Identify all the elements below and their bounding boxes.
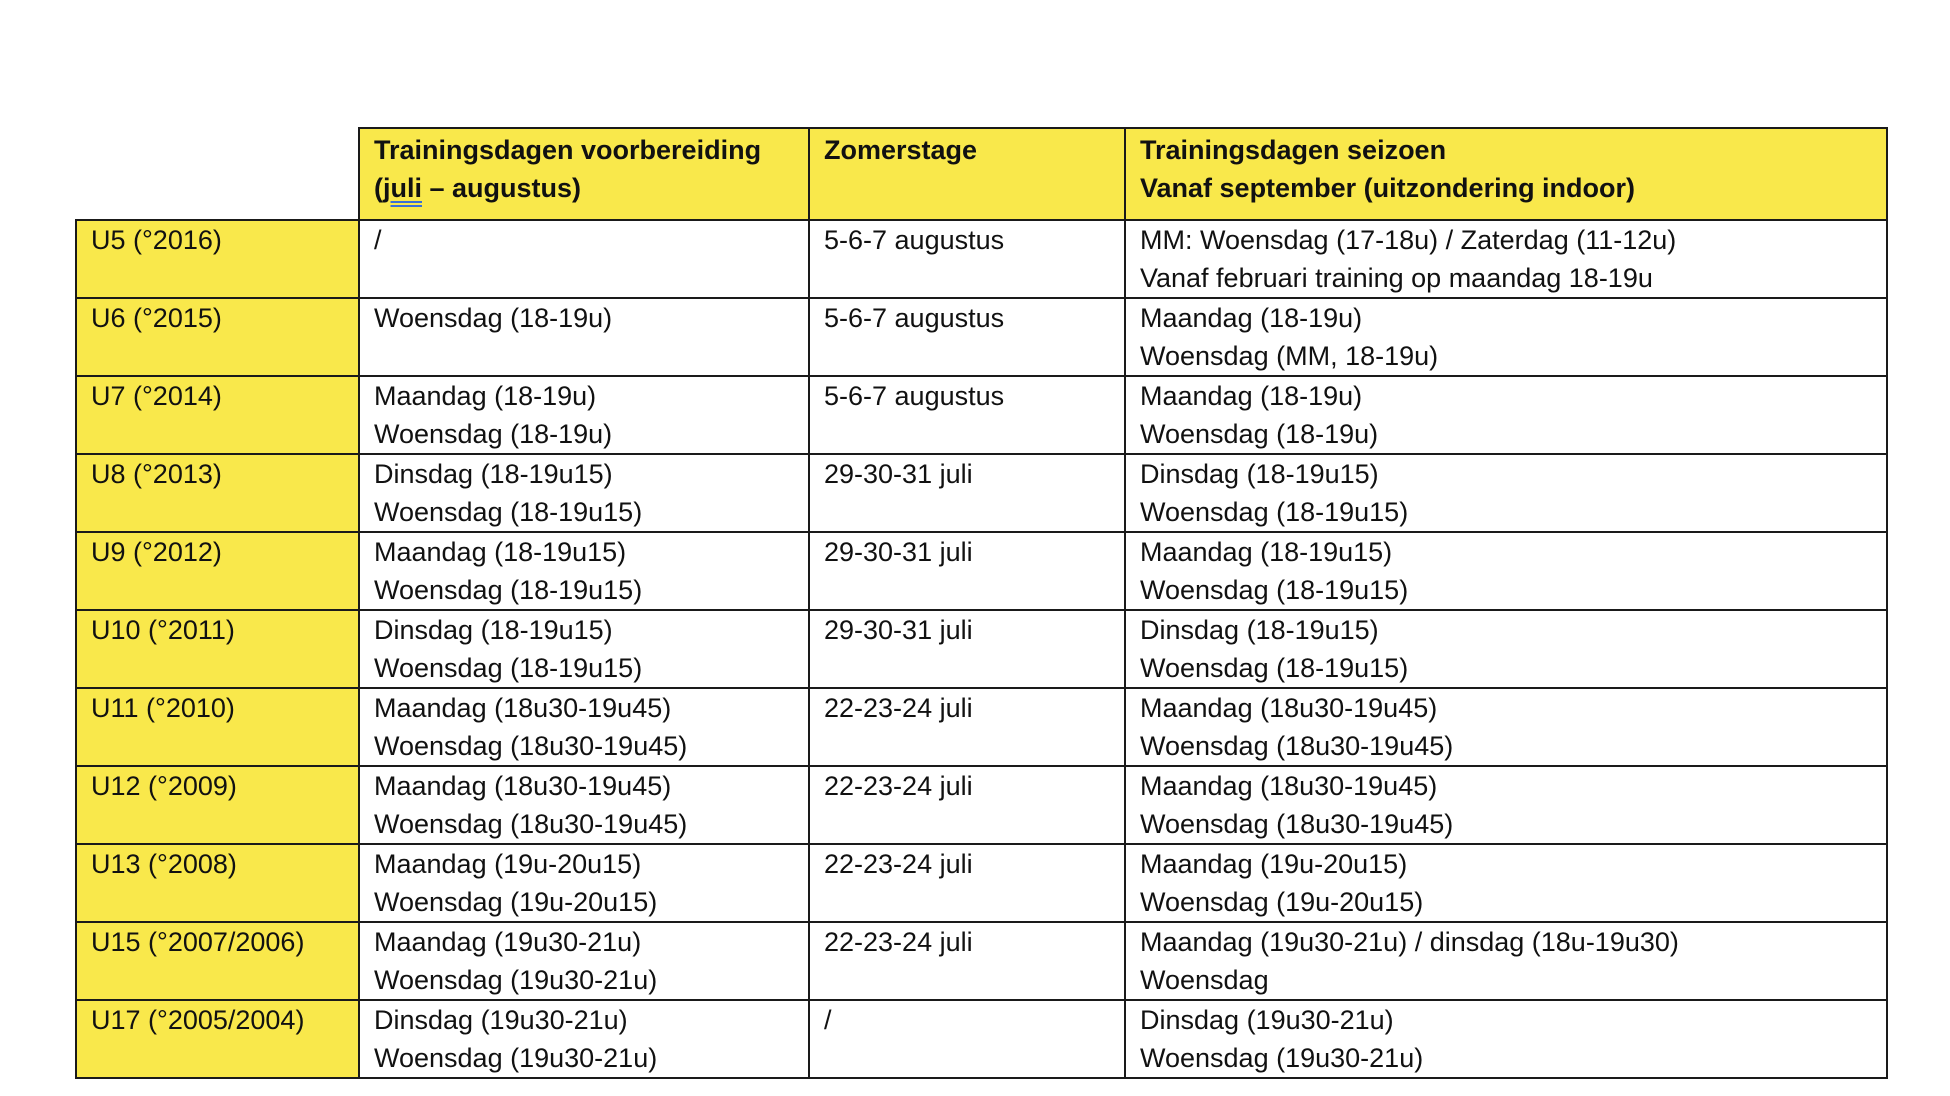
header-prep-range: – augustus) — [422, 173, 582, 203]
summer-camp-cell — [809, 376, 1125, 454]
table-row — [76, 610, 1887, 688]
age-group-cell — [76, 220, 359, 298]
preparation-day-line: Woensdag (18-19u15) — [374, 575, 643, 605]
age-group-label: U13 (°2008) — [91, 849, 237, 879]
header-season-title: Trainingsdagen seizoen — [1140, 135, 1447, 165]
summer-camp-cell — [809, 922, 1125, 1000]
header-season-days — [1125, 128, 1887, 220]
summer-camp-dates: 22-23-24 juli — [824, 927, 973, 957]
header-corner-cell — [76, 128, 359, 220]
table-row — [76, 532, 1887, 610]
table-row — [76, 298, 1887, 376]
summer-camp-cell — [809, 220, 1125, 298]
age-group-cell — [76, 376, 359, 454]
summer-camp-cell — [809, 454, 1125, 532]
season-days-cell — [1125, 922, 1887, 1000]
table-row — [76, 844, 1887, 922]
season-days-cell — [1125, 766, 1887, 844]
season-days-cell — [1125, 376, 1887, 454]
age-group-label: U17 (°2005/2004) — [91, 1005, 305, 1035]
season-day-line: Woensdag (19u30-21u) — [1140, 1043, 1424, 1073]
season-day-line: Woensdag (MM, 18-19u) — [1140, 341, 1439, 371]
age-group-cell — [76, 1000, 359, 1078]
preparation-day-line: Maandag (19u30-21u) — [374, 927, 642, 957]
age-group-cell — [76, 298, 359, 376]
season-day-line: MM: Woensdag (17-18u) / Zaterdag (11-12u) — [1140, 225, 1677, 255]
preparation-days-cell — [359, 766, 809, 844]
season-day-line: Dinsdag (19u30-21u) — [1140, 1005, 1394, 1035]
preparation-day-line: / — [374, 225, 382, 255]
season-day-line: Woensdag (18u30-19u45) — [1140, 731, 1454, 761]
summer-camp-dates: 5-6-7 augustus — [824, 225, 1005, 255]
table-row — [76, 376, 1887, 454]
preparation-day-line: Maandag (18-19u15) — [374, 537, 627, 567]
header-summer-camp — [809, 128, 1125, 220]
age-group-label: U11 (°2010) — [91, 693, 235, 723]
header-row — [76, 128, 1887, 220]
preparation-days-cell — [359, 1000, 809, 1078]
preparation-day-line: Woensdag (18-19u15) — [374, 497, 643, 527]
season-days-cell — [1125, 844, 1887, 922]
summer-camp-dates: 29-30-31 juli — [824, 537, 973, 567]
age-group-cell — [76, 844, 359, 922]
summer-camp-cell — [809, 688, 1125, 766]
preparation-day-line: Maandag (18u30-19u45) — [374, 771, 672, 801]
season-day-line: Woensdag (18-19u15) — [1140, 653, 1409, 683]
season-day-line: Woensdag (18-19u15) — [1140, 497, 1409, 527]
age-group-label: U8 (°2013) — [91, 459, 222, 489]
summer-camp-dates: 5-6-7 augustus — [824, 303, 1005, 333]
summer-camp-dates: 29-30-31 juli — [824, 459, 973, 489]
age-group-cell — [76, 532, 359, 610]
season-day-line: Maandag (19u30-21u) / dinsdag (18u-19u30) — [1140, 927, 1679, 957]
preparation-days-cell — [359, 376, 809, 454]
summer-camp-dates: 29-30-31 juli — [824, 615, 973, 645]
summer-camp-cell — [809, 844, 1125, 922]
header-prep-period — [374, 169, 794, 207]
preparation-day-line: Dinsdag (18-19u15) — [374, 615, 613, 645]
season-day-line: Vanaf februari training op maandag 18-19u — [1140, 263, 1653, 293]
age-group-label: U15 (°2007/2006) — [91, 927, 305, 957]
season-day-line: Maandag (18u30-19u45) — [1140, 693, 1438, 723]
preparation-day-line: Maandag (19u-20u15) — [374, 849, 642, 879]
summer-camp-cell — [809, 532, 1125, 610]
table-header — [76, 128, 1887, 220]
age-group-label: U12 (°2009) — [91, 771, 237, 801]
preparation-day-line: Dinsdag (18-19u15) — [374, 459, 613, 489]
season-days-cell — [1125, 688, 1887, 766]
training-schedule-table — [75, 127, 1888, 1079]
age-group-cell — [76, 922, 359, 1000]
preparation-days-cell — [359, 922, 809, 1000]
preparation-days-cell — [359, 610, 809, 688]
header-prep-paren: ( — [374, 173, 383, 203]
preparation-days-cell — [359, 844, 809, 922]
season-days-cell — [1125, 1000, 1887, 1078]
age-group-label: U7 (°2014) — [91, 381, 222, 411]
age-group-label: U5 (°2016) — [91, 225, 222, 255]
season-days-cell — [1125, 220, 1887, 298]
preparation-day-line: Woensdag (18-19u15) — [374, 653, 643, 683]
season-days-cell — [1125, 532, 1887, 610]
summer-camp-dates: 5-6-7 augustus — [824, 381, 1005, 411]
age-group-cell — [76, 766, 359, 844]
table-row — [76, 688, 1887, 766]
preparation-day-line: Dinsdag (19u30-21u) — [374, 1005, 628, 1035]
table-body — [76, 220, 1887, 1078]
preparation-days-cell — [359, 688, 809, 766]
season-day-line: Woensdag (18-19u) — [1140, 419, 1379, 449]
season-day-line: Dinsdag (18-19u15) — [1140, 615, 1379, 645]
age-group-label: U10 (°2011) — [91, 615, 235, 645]
summer-camp-dates: / — [824, 1005, 832, 1035]
header-camp-title: Zomerstage — [824, 135, 978, 165]
season-day-line: Woensdag — [1140, 965, 1269, 995]
table-row — [76, 766, 1887, 844]
preparation-day-line: Woensdag (18u30-19u45) — [374, 809, 688, 839]
season-day-line: Woensdag (18u30-19u45) — [1140, 809, 1454, 839]
summer-camp-dates: 22-23-24 juli — [824, 771, 973, 801]
season-day-line: Maandag (18u30-19u45) — [1140, 771, 1438, 801]
header-prep-title: Trainingsdagen voorbereiding — [374, 135, 762, 165]
season-day-line: Woensdag (18-19u15) — [1140, 575, 1409, 605]
season-days-cell — [1125, 610, 1887, 688]
summer-camp-cell — [809, 1000, 1125, 1078]
summer-camp-cell — [809, 298, 1125, 376]
header-preparation-days — [359, 128, 809, 220]
season-days-cell — [1125, 298, 1887, 376]
season-day-line: Dinsdag (18-19u15) — [1140, 459, 1379, 489]
summer-camp-cell — [809, 766, 1125, 844]
summer-camp-dates: 22-23-24 juli — [824, 849, 973, 879]
preparation-days-cell — [359, 454, 809, 532]
header-season-note: Vanaf september (uitzondering indoor) — [1140, 173, 1636, 203]
age-group-label: U6 (°2015) — [91, 303, 222, 333]
season-day-line: Woensdag (19u-20u15) — [1140, 887, 1424, 917]
table-row — [76, 1000, 1887, 1078]
preparation-day-line: Maandag (18-19u) — [374, 381, 597, 411]
table-row — [76, 454, 1887, 532]
preparation-days-cell — [359, 532, 809, 610]
preparation-days-cell — [359, 298, 809, 376]
preparation-day-line: Woensdag (19u30-21u) — [374, 1043, 658, 1073]
preparation-day-line: Maandag (18u30-19u45) — [374, 693, 672, 723]
age-group-cell — [76, 688, 359, 766]
preparation-day-line: Woensdag (19u30-21u) — [374, 965, 658, 995]
preparation-days-cell — [359, 220, 809, 298]
age-group-label: U9 (°2012) — [91, 537, 222, 567]
season-day-line: Maandag (18-19u15) — [1140, 537, 1393, 567]
summer-camp-dates: 22-23-24 juli — [824, 693, 973, 723]
table-row — [76, 220, 1887, 298]
preparation-day-line: Woensdag (19u-20u15) — [374, 887, 658, 917]
season-day-line: Maandag (19u-20u15) — [1140, 849, 1408, 879]
table-row — [76, 922, 1887, 1000]
summer-camp-cell — [809, 610, 1125, 688]
season-day-line: Maandag (18-19u) — [1140, 381, 1363, 411]
season-days-cell — [1125, 454, 1887, 532]
season-day-line: Maandag (18-19u) — [1140, 303, 1363, 333]
header-prep-month: juli — [383, 173, 422, 203]
age-group-cell — [76, 610, 359, 688]
age-group-cell — [76, 454, 359, 532]
preparation-day-line: Woensdag (18u30-19u45) — [374, 731, 688, 761]
preparation-day-line: Woensdag (18-19u) — [374, 303, 613, 333]
preparation-day-line: Woensdag (18-19u) — [374, 419, 613, 449]
